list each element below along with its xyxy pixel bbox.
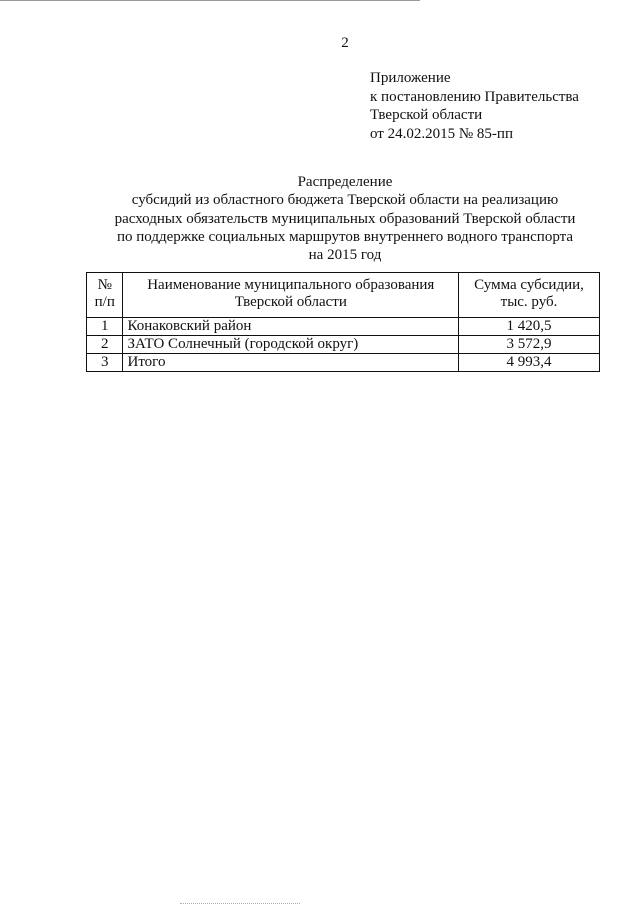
row-number: 3 (87, 354, 123, 372)
appendix-date: от 24.02.2015 № 85-пп (370, 125, 513, 142)
row-number: 2 (87, 336, 123, 354)
header-number: № п/п (87, 273, 123, 318)
appendix-line: Тверской области (370, 107, 483, 123)
row-sum: 4 993,4 (459, 354, 600, 372)
header-subsidy-sum: Сумма субсидии, тыс. руб. (459, 273, 600, 318)
appendix-block (370, 69, 579, 143)
document-title (80, 173, 610, 264)
row-municipality: Итого (123, 354, 459, 372)
row-sum: 3 572,9 (459, 336, 600, 354)
row-municipality: Конаковский район (123, 318, 459, 336)
title-line: субсидий из областного бюджета Тверской области на реализацию (131, 192, 559, 209)
title-line: Распределение (297, 174, 393, 190)
header-municipality: Наименование муниципального образования Тверской области (123, 273, 459, 318)
row-sum: 1 420,5 (459, 318, 600, 336)
appendix-line: Приложение (370, 70, 451, 86)
page-number: 2 (341, 35, 349, 51)
title-line: расходных обязательств муниципальных образований Тверской области (114, 210, 576, 227)
row-municipality: ЗАТО Солнечный (городской округ) (123, 336, 459, 354)
title-line: на 2015 год (308, 247, 382, 264)
appendix-line: к постановлению Правительства (370, 88, 579, 105)
table-row (87, 336, 600, 354)
table-row (87, 318, 600, 336)
table-header-row (87, 273, 600, 318)
table-row-total (87, 354, 600, 372)
row-number: 1 (87, 318, 123, 336)
scan-edge-top (0, 0, 420, 1)
subsidy-table (86, 272, 600, 372)
title-line: по поддержке социальных маршрутов внутреннего водного транспорта (116, 228, 574, 245)
